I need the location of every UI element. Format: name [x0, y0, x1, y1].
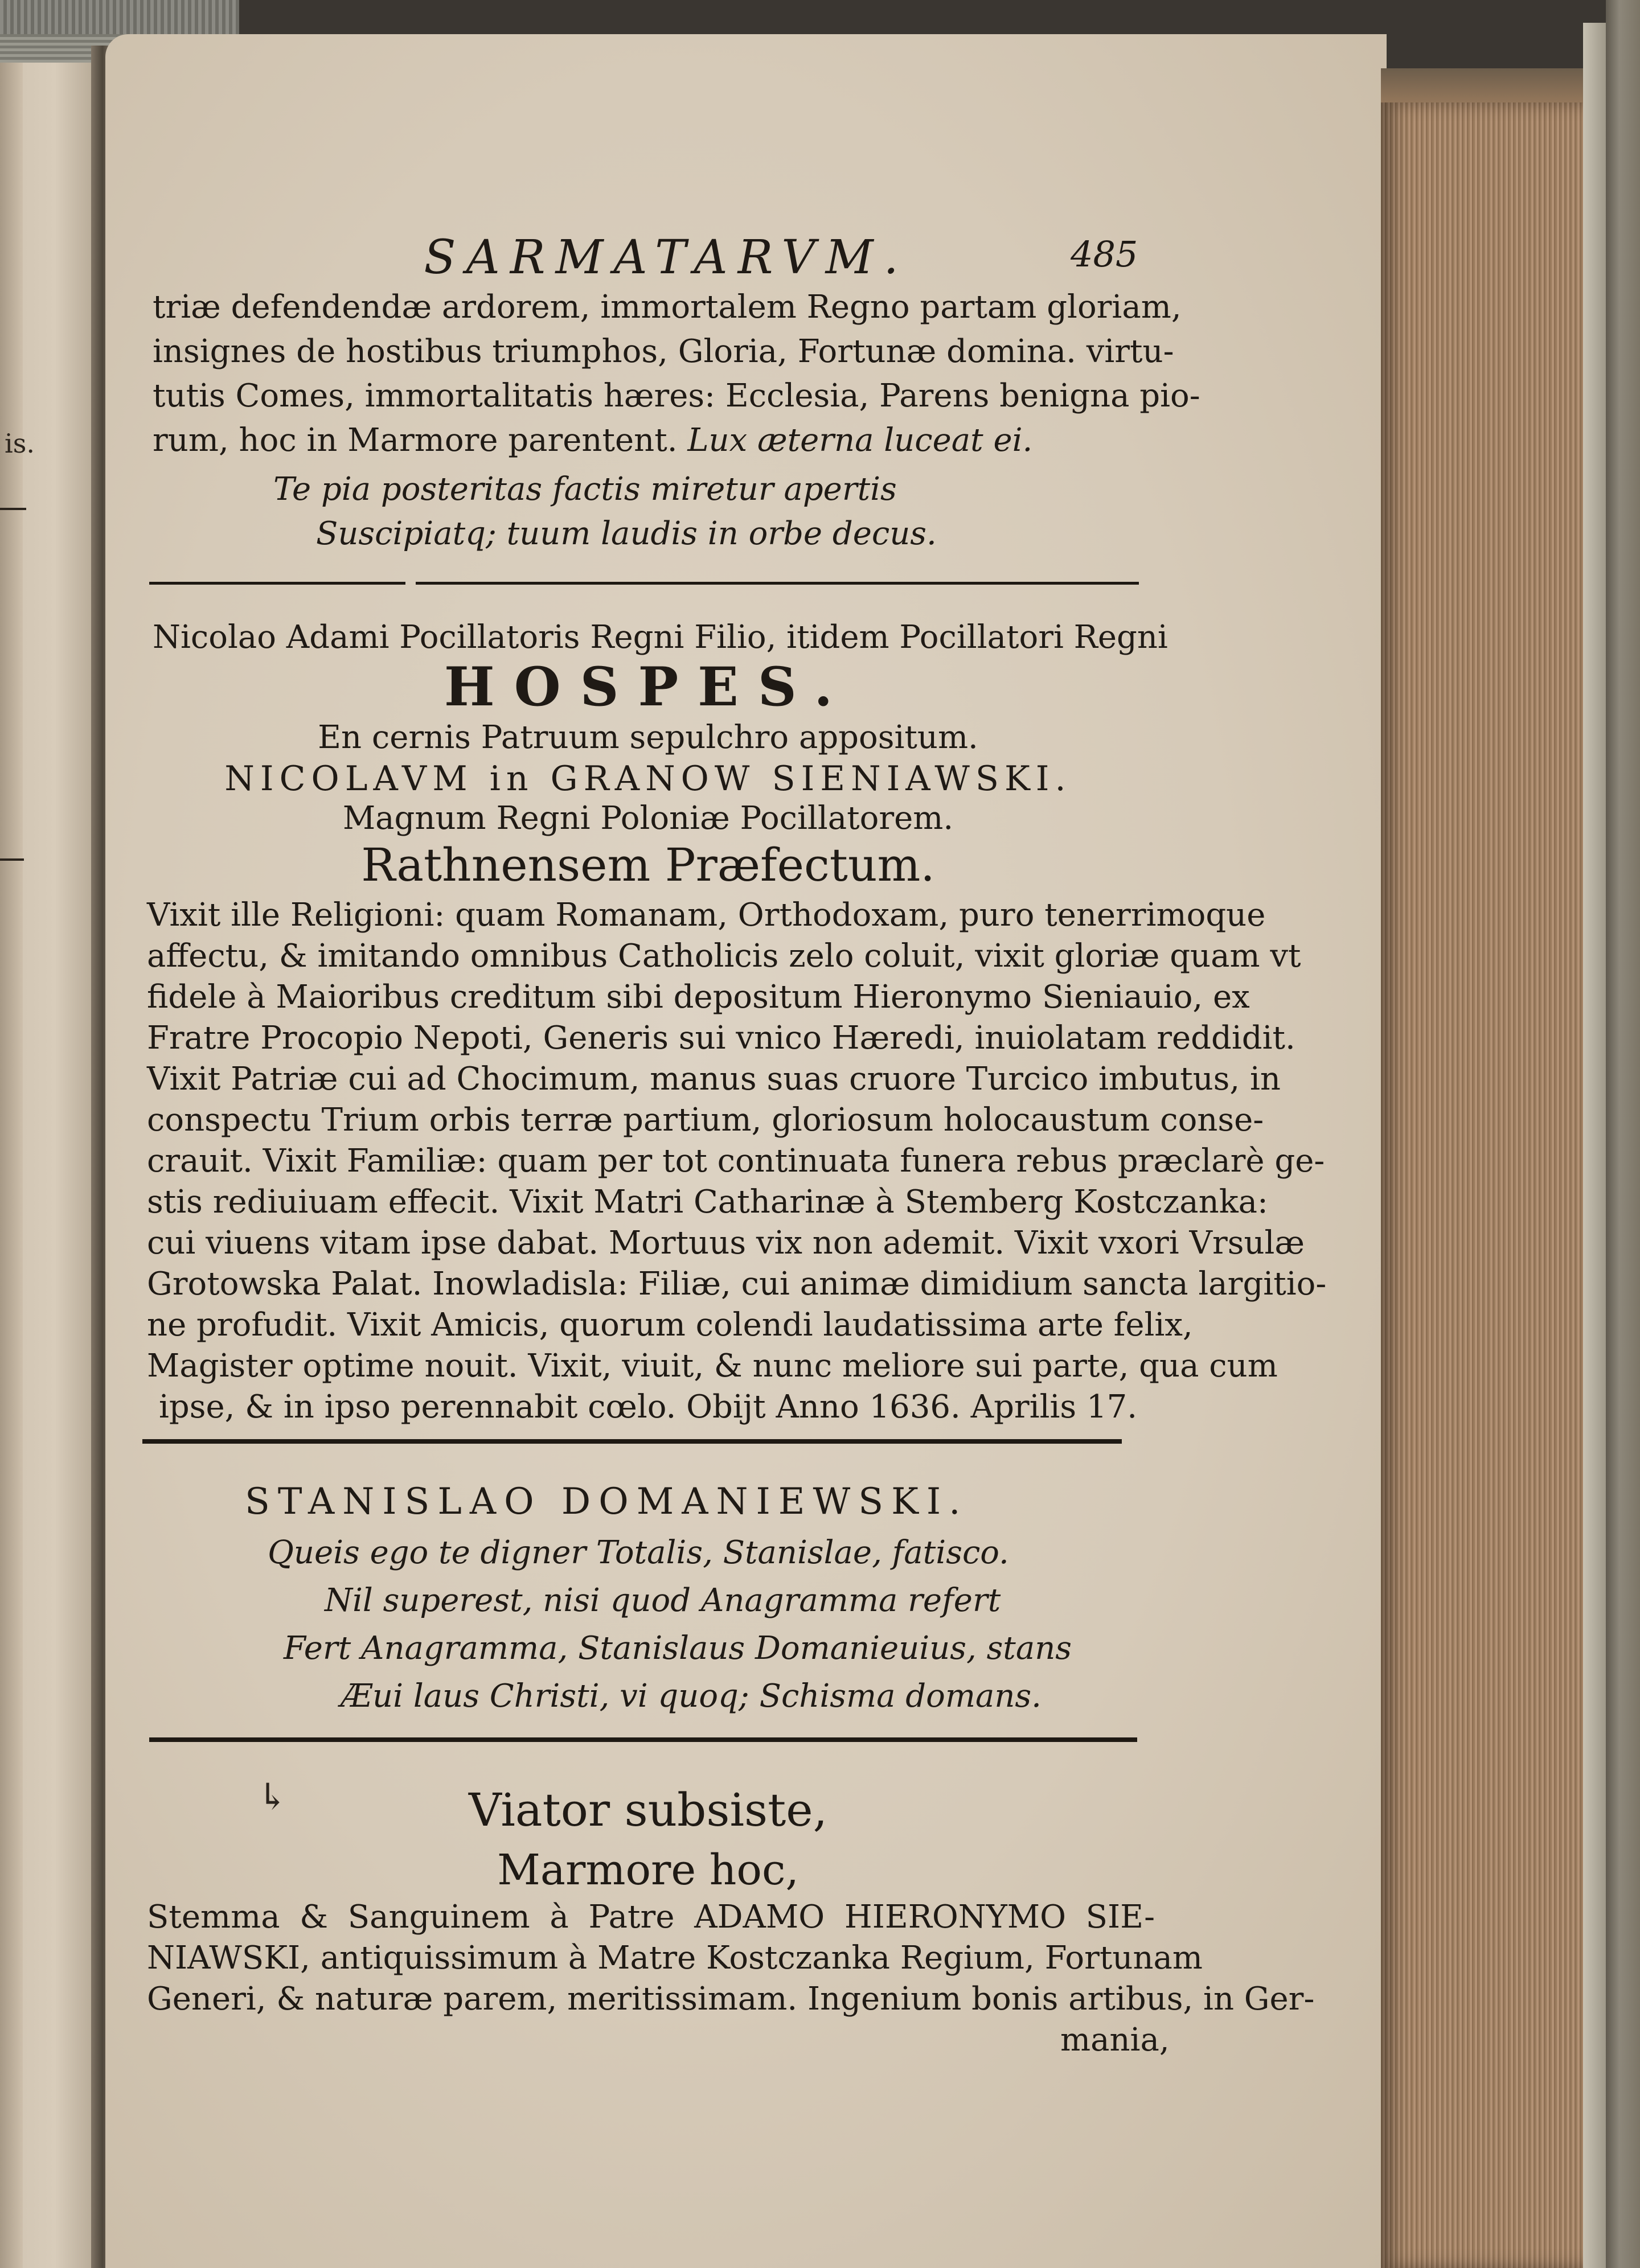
hospes-heading: HOSPES.: [444, 656, 852, 718]
verse-line: Nil superest, nisi quod Anagramma refert: [325, 1582, 1001, 1619]
text-line: triæ defendendæ ardorem, immortalem Regno partam gloriam,: [153, 289, 1182, 326]
verse-line: Te pia posteritas factis miretur apertis: [273, 471, 897, 508]
body-line: cui viuens vitam ipse dabat. Mortuus vix non ademit. Vixit vxori Vrsulæ: [147, 1225, 1305, 1262]
left-page-text-fragment: is.: [5, 428, 35, 459]
body-line: Fratre Procopio Nepoti, Generis sui vnico Hæredi, inuiolatam reddidit.: [147, 1020, 1295, 1057]
ink-mark-icon: ↳: [257, 1776, 288, 1818]
body-line: Vixit Patriæ cui ad Chocimum, manus suas cruore Turcico imbutus, in: [147, 1061, 1281, 1098]
section-rule: [416, 582, 1139, 585]
body-line: Stemma & Sanguinem à Patre ADAMO HIERONYMO SIE-: [147, 1899, 1155, 1936]
dedication-line: Nicolao Adami Pocillatoris Regni Filio, itidem Pocillatori Regni: [153, 619, 1168, 656]
body-line: Generi, & naturæ parem, meritissimam. Ingenium bonis artibus, in Ger-: [147, 1981, 1315, 2018]
verse-line: Suscipiatq; tuum laudis in orbe decus.: [316, 515, 937, 552]
left-page-dash: [0, 858, 24, 861]
catchword: mania,: [1060, 2022, 1170, 2059]
section-rule: [149, 1737, 1137, 1742]
body-line: fidele à Maioribus creditum sibi depositum Hieronymo Sieniauio, ex: [147, 979, 1250, 1016]
page-number: 485: [1071, 233, 1138, 275]
text-italic: Lux æterna luceat ei.: [687, 422, 1033, 459]
body-line: affectu, & imitando omnibus Catholicis zelo coluit, vixit gloriæ quam vt: [147, 938, 1301, 975]
body-line: ipse, & in ipso perennabit cœlo. Obijt Anno 1636. Aprilis 17.: [158, 1388, 1138, 1425]
section-rule: [142, 1439, 1122, 1444]
body-line: stis rediuiuam effecit. Vixit Matri Catharinæ à Stemberg Kostczanka:: [147, 1184, 1268, 1221]
body-line: NIAWSKI, antiquissimum à Matre Kostczanka Regium, Fortunam: [147, 1940, 1203, 1977]
body-line: ne profudit. Vixit Amicis, quorum colendi laudatissima arte felix,: [147, 1306, 1193, 1343]
centered-line: Magnum Regni Poloniæ Pocillatorem.: [342, 800, 954, 837]
verse-line: Fert Anagramma, Stanislaus Domanieuius, stans: [284, 1630, 1072, 1667]
back-cover: [1606, 0, 1640, 2268]
verse-line: Æui laus Christi, vi quoq; Schisma domans.: [341, 1678, 1042, 1715]
text-line: insignes de hostibus triumphos, Gloria, Fortunæ domina. virtu-: [153, 333, 1174, 370]
running-head-title: SARMATARVM.: [424, 231, 909, 285]
text-line: tutis Comes, immortalitatis hæres: Ecclesia, Parens benigna pio-: [153, 377, 1200, 414]
section-heading: STANISLAO DOMANIEWSKI.: [245, 1481, 969, 1523]
centered-line: NICOLAVM in GRANOW SIENIAWSKI.: [224, 759, 1072, 799]
centered-line: En cernis Patruum sepulchro appositum.: [318, 719, 978, 756]
section-rule: [149, 582, 405, 585]
body-line: Grotowska Palat. Inowladisla: Filiæ, cui animæ dimidium sancta largitio-: [147, 1266, 1327, 1303]
body-line: Magister optime nouit. Vixit, viuit, & nunc meliore sui parte, qua cum: [147, 1347, 1278, 1384]
body-line: Vixit ille Religioni: quam Romanam, Orthodoxam, puro tenerrimoque: [147, 897, 1266, 934]
verse-line: Queis ego te digner Totalis, Stanislae, fatisco.: [268, 1534, 1009, 1571]
section-subheading: Marmore hoc,: [497, 1846, 799, 1895]
text-line: [153, 422, 1033, 459]
centered-heading: Rathnensem Præfectum.: [361, 839, 935, 891]
body-line: conspectu Trium orbis terræ partium, gloriosum holocaustum conse-: [147, 1102, 1264, 1139]
left-page-dash: [0, 508, 26, 510]
section-heading: Viator subsiste,: [468, 1784, 828, 1836]
text-roman: rum, hoc in Marmore parentent.: [153, 422, 678, 459]
page-block-fore-edge: [1381, 102, 1592, 2268]
left-page-edge: [0, 63, 23, 2268]
back-cover-edge: [1583, 23, 1606, 2268]
body-line: crauit. Vixit Familiæ: quam per tot continuata funera rebus præclarè ge-: [147, 1143, 1325, 1180]
